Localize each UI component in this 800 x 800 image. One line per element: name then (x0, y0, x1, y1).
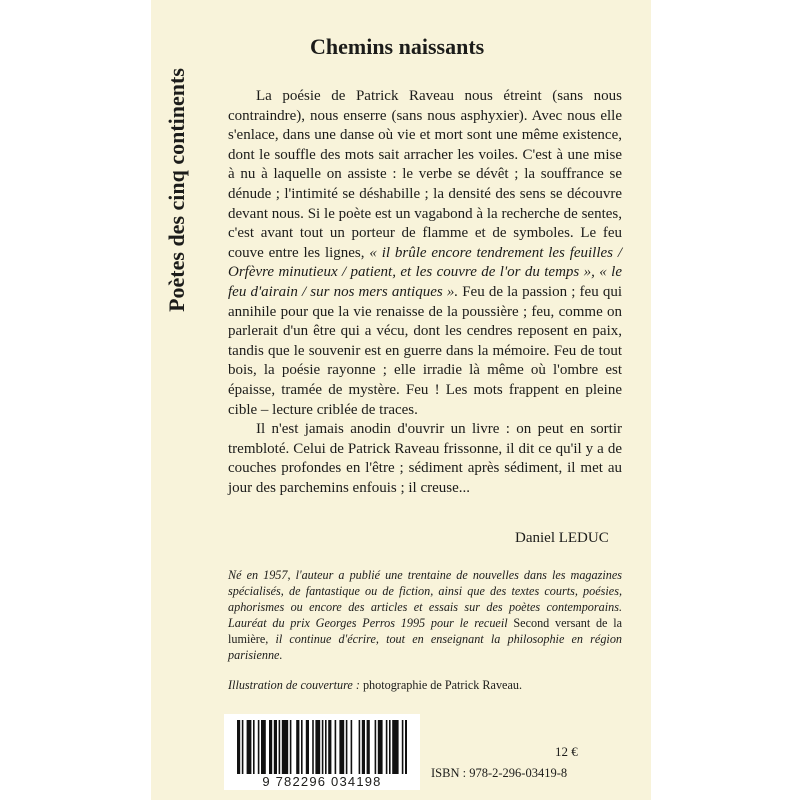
credit-label: Illustration de couverture : (228, 678, 360, 692)
blurb-text: La poésie de Patrick Raveau nous étreint (sans nous contraindre), nous enserre (sans nous asphyxier). Avec nous elle s'enlace, dans une danse où vie et mort sont une même existence, dont le souffle des mots sait arracher les voiles. C'est à une mise à nu à laquelle on assiste : le verbe se dévêt ; la souffrance se dénude ; l'intimité se déshabille ; la densité des sens se découvre devant nous. Si le poète est un vagabond à la recherche de sentes, c'est avant tout un porteur de flamme et de symboles. Le feu couve entre les lignes, (228, 88, 622, 261)
barcode-bar (375, 720, 377, 774)
barcode-bar (247, 720, 252, 774)
blurb (228, 87, 622, 498)
barcode-bar (367, 720, 370, 774)
barcode (224, 714, 420, 790)
barcode-bar (269, 720, 272, 774)
barcode-bar (386, 720, 388, 774)
barcode-bar (312, 720, 314, 774)
barcode-bar (322, 720, 324, 774)
bio-text: il continue d'écrire, tout en enseignant la philosophie en région parisienne. (228, 632, 623, 662)
barcode-bar (359, 720, 361, 774)
barcode-bar (339, 720, 344, 774)
barcode-bar (325, 720, 327, 774)
barcode-bar (296, 720, 299, 774)
barcode-bar (346, 720, 348, 774)
barcode-digits: 9 782296 034198 (262, 774, 382, 789)
barcode-bar (392, 720, 398, 774)
barcode-bar (405, 720, 407, 774)
barcode-bar (282, 720, 288, 774)
barcode-bar (362, 720, 365, 774)
series-spine (154, 10, 200, 370)
blurb-paragraph-1 (228, 87, 622, 420)
barcode-bar (301, 720, 303, 774)
barcode-bar (253, 720, 255, 774)
barcode-bar (328, 720, 331, 774)
blurb-paragraph-2: Il n'est jamais anodin d'ouvrir un livre : on peut en sortir trembloté. Celui de Patrick Raveau frissonne, il dit ce qu'il y a de couches profondes en l'être ; sédiment après sédiment, il met au jour des parchemins enfouis ; il creuse... (228, 421, 622, 496)
barcode-bar (378, 720, 383, 774)
author-bio (228, 567, 622, 663)
barcode-bar (279, 720, 281, 774)
signature: Daniel LEDUC (515, 530, 609, 546)
barcode-bar (389, 720, 391, 774)
bio-text: Né en 1957, l'auteur a publié une trentaine de nouvelles dans les magazines spécialisés, de fantastique ou de fiction, ainsi que des textes courts, poésies, aphorismes ou encore des articles et essais sur des poètes contemporains. Lauréat du prix Georges Perros 1995 pour le recueil (228, 568, 622, 630)
barcode-bar (258, 720, 260, 774)
barcode-bar (351, 720, 353, 774)
quote: « il brûle encore tendrement les feuilles / Orfèvre minutieux / patient, et les couvre de l'or du temps », (228, 244, 623, 281)
barcode-bar (261, 720, 266, 774)
barcode-bar (335, 720, 337, 774)
book-title: Chemins naissants (310, 34, 485, 59)
price: 12 € (555, 744, 578, 759)
barcode-bar (315, 720, 320, 774)
barcode-bar (242, 720, 244, 774)
barcode-bars (237, 720, 407, 774)
barcode-bar (402, 720, 404, 774)
barcode-bar (306, 720, 309, 774)
blurb-text: Feu de la passion ; feu qui annihile pour que la vie renaisse de la poussière ; feu, comme on parlerait d'un être qui a vécu, dont les cendres reposent en paix, tandis que le souvenir est en guerre dans la mémoire. Feu de tout bois, la poésie rayonne ; elle irradie là même où l'ombre est épaisse, tramée de mystère. Feu ! Les mots frappent en pleine cible – lecture criblée de traces. (228, 283, 622, 418)
quote: « le feu d'airain / sur nos mers antiques ». (228, 264, 623, 300)
barcode-bar (274, 720, 277, 774)
barcode-bar (237, 720, 240, 774)
series-name: Poètes des cinq continents (164, 68, 189, 312)
isbn: ISBN : 978-2-296-03419-8 (431, 766, 568, 780)
credit-text: photographie de Patrick Raveau. (362, 678, 522, 692)
barcode-bar (290, 720, 292, 774)
cover-credit (228, 678, 522, 693)
bio-book-title: Second versant de la lumière, (228, 616, 623, 646)
